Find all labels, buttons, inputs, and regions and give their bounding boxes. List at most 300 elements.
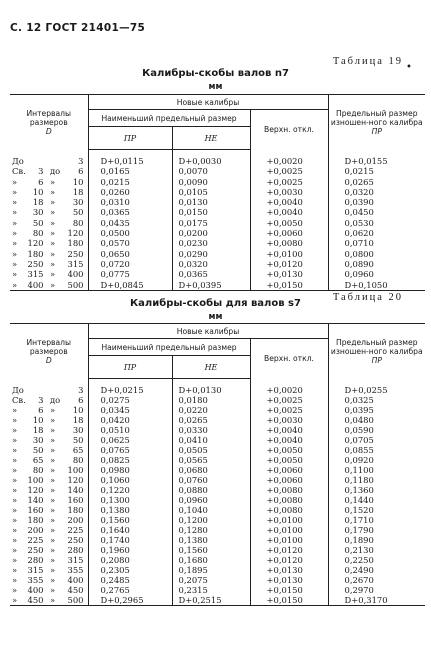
ne-value: D+0,0030 bbox=[172, 156, 250, 166]
interval-prefix: Св. bbox=[12, 395, 26, 405]
interval-from: 30 bbox=[32, 435, 44, 445]
pr-value: 0,0570 bbox=[88, 238, 172, 248]
interval-joiner: » bbox=[50, 475, 56, 485]
interval-joiner: » bbox=[50, 197, 56, 208]
interval-joiner: до bbox=[50, 166, 61, 177]
interval-to: 315 bbox=[67, 555, 84, 565]
interval-prefix: » bbox=[12, 465, 18, 475]
ne-value: 0,0365 bbox=[172, 269, 250, 279]
interval-cell bbox=[10, 280, 88, 291]
interval-cell bbox=[10, 207, 88, 217]
table-row bbox=[10, 545, 425, 555]
interval-from: 140 bbox=[27, 495, 44, 505]
wear-limit-value: 0,2490 bbox=[328, 565, 425, 575]
interval-cell bbox=[10, 535, 88, 545]
wear-limit-value: 0,0620 bbox=[328, 228, 425, 238]
upper-dev-value: +0,0060 bbox=[250, 475, 328, 485]
interval-from: 315 bbox=[27, 269, 44, 280]
interval-prefix: Св. bbox=[12, 166, 26, 177]
wear-limit-value: 0,1440 bbox=[328, 495, 425, 505]
pr-value: 0,0510 bbox=[88, 425, 172, 435]
wear-limit-value: 0,1180 bbox=[328, 475, 425, 485]
ne-value: 0,1560 bbox=[172, 545, 250, 555]
pr-value: 0,0275 bbox=[88, 395, 172, 405]
interval-joiner: » bbox=[50, 485, 56, 495]
table-row bbox=[10, 269, 425, 279]
pr-value: 0,0625 bbox=[88, 435, 172, 445]
wear-limit-value: 0,0710 bbox=[328, 238, 425, 248]
table-row bbox=[10, 445, 425, 455]
interval-cell bbox=[10, 238, 88, 248]
interval-joiner: » bbox=[50, 575, 56, 585]
ne-value: 0,0150 bbox=[172, 207, 250, 217]
interval-prefix: » bbox=[12, 217, 18, 228]
pr-value: 0,0765 bbox=[88, 445, 172, 455]
pr-value: D+0,0215 bbox=[88, 385, 172, 395]
interval-prefix: » bbox=[12, 595, 18, 605]
pr-value: 0,1380 bbox=[88, 505, 172, 515]
interval-from: 250 bbox=[27, 545, 44, 555]
table-20-label: Таблица 20 bbox=[332, 292, 403, 303]
wear-limit-value: 0,0325 bbox=[328, 395, 425, 405]
interval-joiner: » bbox=[50, 217, 56, 228]
interval-prefix: » bbox=[12, 248, 18, 259]
interval-joiner: » bbox=[50, 535, 56, 545]
table-20-unit: мм bbox=[208, 312, 223, 322]
interval-cell bbox=[10, 505, 88, 515]
header-wear-limit: Предельный размер изношен-ного калибра ПР bbox=[328, 324, 425, 379]
pr-value: 0,0500 bbox=[88, 228, 172, 238]
interval-from: 315 bbox=[27, 565, 44, 575]
interval-cell bbox=[10, 525, 88, 535]
interval-from: 65 bbox=[32, 455, 44, 465]
interval-cell bbox=[10, 465, 88, 475]
table-row bbox=[10, 555, 425, 565]
pr-value: 0,0650 bbox=[88, 249, 172, 259]
upper-dev-value: +0,0025 bbox=[250, 405, 328, 415]
pr-value: 0,0720 bbox=[88, 259, 172, 269]
pr-value: 0,2765 bbox=[88, 585, 172, 595]
ne-value: 0,0070 bbox=[172, 166, 250, 176]
interval-to: 50 bbox=[72, 207, 84, 218]
interval-to: 30 bbox=[72, 425, 84, 435]
wear-limit-value: 0,0920 bbox=[328, 455, 425, 465]
interval-to: 18 bbox=[72, 186, 84, 197]
wear-limit-value: D+0,0155 bbox=[328, 156, 425, 166]
interval-prefix: » bbox=[12, 525, 18, 535]
interval-to: 355 bbox=[67, 565, 84, 575]
ne-value: 0,0180 bbox=[172, 395, 250, 405]
interval-prefix: » bbox=[12, 455, 18, 465]
pr-value: 0,0980 bbox=[88, 465, 172, 475]
header-ne: НЕ bbox=[172, 356, 250, 379]
pr-value: 0,0345 bbox=[88, 405, 172, 415]
table-row bbox=[10, 465, 425, 475]
interval-to: 500 bbox=[67, 279, 84, 290]
interval-to: 180 bbox=[67, 505, 84, 515]
table-row bbox=[10, 435, 425, 445]
ne-value: D+0,2515 bbox=[172, 595, 250, 606]
interval-joiner: » bbox=[50, 415, 56, 425]
wear-limit-value: 0,0395 bbox=[328, 405, 425, 415]
upper-dev-value: +0,0030 bbox=[250, 187, 328, 197]
interval-joiner: до bbox=[50, 395, 61, 405]
pr-value: D+0,2965 bbox=[88, 595, 172, 606]
interval-prefix: » bbox=[12, 186, 18, 197]
interval-joiner: » bbox=[50, 495, 56, 505]
ne-value: 0,0200 bbox=[172, 228, 250, 238]
interval-from: 3 bbox=[38, 395, 44, 405]
interval-cell bbox=[10, 197, 88, 207]
interval-from: 3 bbox=[38, 166, 44, 177]
pr-value: 0,0775 bbox=[88, 269, 172, 279]
table-row bbox=[10, 475, 425, 485]
interval-to: 10 bbox=[72, 405, 84, 415]
table-19 bbox=[10, 94, 425, 291]
ne-value: 0,0105 bbox=[172, 187, 250, 197]
interval-joiner: » bbox=[50, 595, 56, 605]
wear-limit-value: 0,0480 bbox=[328, 415, 425, 425]
upper-dev-value: +0,0150 bbox=[250, 280, 328, 291]
interval-joiner: » bbox=[50, 207, 56, 218]
interval-prefix: » bbox=[12, 585, 18, 595]
table-row bbox=[10, 177, 425, 187]
interval-joiner: » bbox=[50, 455, 56, 465]
interval-cell bbox=[10, 445, 88, 455]
interval-from: 225 bbox=[27, 535, 44, 545]
wear-limit-value: 0,0450 bbox=[328, 207, 425, 217]
interval-to: 100 bbox=[67, 465, 84, 475]
header-upper-dev: Верхн. откл. bbox=[250, 339, 328, 379]
interval-prefix: » bbox=[12, 485, 18, 495]
interval-to: 180 bbox=[67, 238, 84, 249]
interval-prefix: » bbox=[12, 535, 18, 545]
interval-joiner: » bbox=[50, 545, 56, 555]
table-row bbox=[10, 595, 425, 606]
table-19-unit: мм bbox=[208, 82, 223, 92]
interval-from: 180 bbox=[27, 515, 44, 525]
interval-prefix: » bbox=[12, 475, 18, 485]
interval-prefix: » bbox=[12, 258, 18, 269]
interval-joiner: » bbox=[50, 425, 56, 435]
pr-value: 0,1220 bbox=[88, 485, 172, 495]
interval-cell bbox=[10, 156, 88, 166]
interval-cell bbox=[10, 405, 88, 415]
ne-value: 0,0505 bbox=[172, 445, 250, 455]
table-row bbox=[10, 166, 425, 176]
interval-cell bbox=[10, 259, 88, 269]
ne-value: 0,0880 bbox=[172, 485, 250, 495]
upper-dev-value: +0,0050 bbox=[250, 455, 328, 465]
interval-joiner: » bbox=[50, 258, 56, 269]
interval-to: 250 bbox=[67, 248, 84, 259]
upper-dev-value: +0,0040 bbox=[250, 435, 328, 445]
interval-cell bbox=[10, 395, 88, 405]
upper-dev-value: +0,0100 bbox=[250, 525, 328, 535]
interval-to: 80 bbox=[72, 455, 84, 465]
upper-dev-value: +0,0020 bbox=[250, 385, 328, 395]
table-row bbox=[10, 405, 425, 415]
upper-dev-value: +0,0050 bbox=[250, 445, 328, 455]
ne-value: 0,0330 bbox=[172, 425, 250, 435]
ne-value: 0,0230 bbox=[172, 238, 250, 248]
interval-cell bbox=[10, 565, 88, 575]
interval-from: 30 bbox=[32, 207, 44, 218]
ne-value: 0,0130 bbox=[172, 197, 250, 207]
wear-limit-value: 0,0390 bbox=[328, 197, 425, 207]
interval-from: 180 bbox=[27, 248, 44, 259]
upper-dev-value: +0,0040 bbox=[250, 197, 328, 207]
table-row bbox=[10, 385, 425, 395]
interval-to: 140 bbox=[67, 485, 84, 495]
table-row bbox=[10, 535, 425, 545]
interval-cell bbox=[10, 425, 88, 435]
interval-from: 100 bbox=[27, 475, 44, 485]
wear-limit-value: 0,0265 bbox=[328, 177, 425, 187]
upper-dev-value: +0,0150 bbox=[250, 585, 328, 595]
ne-value: 0,1280 bbox=[172, 525, 250, 535]
ne-value: 0,2075 bbox=[172, 575, 250, 585]
pr-value: 0,1640 bbox=[88, 525, 172, 535]
table-row bbox=[10, 280, 425, 291]
interval-prefix: » bbox=[12, 425, 18, 435]
interval-to: 400 bbox=[67, 269, 84, 280]
upper-dev-value: +0,0100 bbox=[250, 249, 328, 259]
table-row bbox=[10, 228, 425, 238]
interval-to: 250 bbox=[67, 535, 84, 545]
ne-value: 0,0565 bbox=[172, 455, 250, 465]
pr-value: 0,1300 bbox=[88, 495, 172, 505]
pr-value: 0,0165 bbox=[88, 166, 172, 176]
pr-value: 0,0435 bbox=[88, 218, 172, 228]
table-20-title: Калибры-скобы для валов s7 bbox=[130, 298, 301, 309]
interval-from: 50 bbox=[32, 445, 44, 455]
interval-cell bbox=[10, 555, 88, 565]
wear-limit-value: 0,2670 bbox=[328, 575, 425, 585]
interval-prefix: » bbox=[12, 545, 18, 555]
pr-value: 0,2485 bbox=[88, 575, 172, 585]
ne-value: 0,0265 bbox=[172, 415, 250, 425]
upper-dev-value: +0,0050 bbox=[250, 218, 328, 228]
table-row bbox=[10, 585, 425, 595]
header-wear-limit: Предельный размер изношен-ного калибра ПР bbox=[328, 95, 425, 150]
upper-dev-value: +0,0040 bbox=[250, 425, 328, 435]
wear-limit-value: 0,1100 bbox=[328, 465, 425, 475]
ne-value: 0,0220 bbox=[172, 405, 250, 415]
interval-prefix: » bbox=[12, 505, 18, 515]
table-row bbox=[10, 156, 425, 166]
interval-to: 65 bbox=[72, 445, 84, 455]
pr-value: 0,1740 bbox=[88, 535, 172, 545]
interval-to: 80 bbox=[72, 217, 84, 228]
ne-value: 0,1200 bbox=[172, 515, 250, 525]
interval-to: 6 bbox=[78, 166, 84, 177]
wear-limit-value: D+0,0255 bbox=[328, 385, 425, 395]
interval-prefix: До bbox=[12, 385, 24, 395]
table-row bbox=[10, 575, 425, 585]
ne-value: 0,0090 bbox=[172, 177, 250, 187]
pr-value: 0,0420 bbox=[88, 415, 172, 425]
table-19-body bbox=[10, 150, 425, 291]
interval-prefix: » bbox=[12, 279, 18, 290]
ne-value: 0,1380 bbox=[172, 535, 250, 545]
wear-limit-value: 0,1710 bbox=[328, 515, 425, 525]
upper-dev-value: +0,0120 bbox=[250, 545, 328, 555]
interval-cell bbox=[10, 545, 88, 555]
interval-joiner: » bbox=[50, 269, 56, 280]
interval-from: 280 bbox=[27, 555, 44, 565]
upper-dev-value: +0,0080 bbox=[250, 505, 328, 515]
table-row bbox=[10, 249, 425, 259]
margin-mark: • bbox=[406, 62, 412, 73]
interval-from: 80 bbox=[32, 465, 44, 475]
wear-limit-value: 0,1890 bbox=[328, 535, 425, 545]
table-row bbox=[10, 455, 425, 465]
upper-dev-value: +0,0025 bbox=[250, 395, 328, 405]
interval-from: 6 bbox=[38, 405, 44, 415]
header-pr: ПР bbox=[88, 356, 172, 379]
interval-joiner: » bbox=[50, 238, 56, 249]
upper-dev-value: +0,0120 bbox=[250, 555, 328, 565]
pr-value: 0,2080 bbox=[88, 555, 172, 565]
interval-prefix: » bbox=[12, 565, 18, 575]
interval-cell bbox=[10, 495, 88, 505]
interval-from: 18 bbox=[32, 425, 44, 435]
interval-prefix: » bbox=[12, 197, 18, 208]
interval-from: 120 bbox=[27, 485, 44, 495]
wear-limit-value: 0,0800 bbox=[328, 249, 425, 259]
pr-value: 0,0825 bbox=[88, 455, 172, 465]
table-row bbox=[10, 415, 425, 425]
interval-joiner: » bbox=[50, 555, 56, 565]
pr-value: 0,0365 bbox=[88, 207, 172, 217]
table-row bbox=[10, 485, 425, 495]
interval-from: 450 bbox=[27, 595, 44, 605]
table-row bbox=[10, 207, 425, 217]
wear-limit-value: 0,0705 bbox=[328, 435, 425, 445]
wear-limit-value: D+0,1050 bbox=[328, 280, 425, 291]
table-19-title: Калибры-скобы валов n7 bbox=[142, 68, 289, 79]
table-row bbox=[10, 197, 425, 207]
table-row bbox=[10, 238, 425, 248]
interval-to: 280 bbox=[67, 545, 84, 555]
interval-to: 160 bbox=[67, 495, 84, 505]
wear-limit-value: 0,1790 bbox=[328, 525, 425, 535]
table-20-body bbox=[10, 379, 425, 606]
interval-cell bbox=[10, 249, 88, 259]
wear-limit-value: 0,0855 bbox=[328, 445, 425, 455]
upper-dev-value: +0,0040 bbox=[250, 207, 328, 217]
table-20 bbox=[10, 323, 425, 606]
ne-value: 0,0760 bbox=[172, 475, 250, 485]
pr-value: D+0,0845 bbox=[88, 280, 172, 291]
interval-from: 200 bbox=[27, 525, 44, 535]
ne-value: 0,2315 bbox=[172, 585, 250, 595]
interval-cell bbox=[10, 385, 88, 395]
interval-to: 315 bbox=[67, 258, 84, 269]
ne-value: 0,0290 bbox=[172, 249, 250, 259]
wear-limit-value: 0,2130 bbox=[328, 545, 425, 555]
ne-value: 0,1895 bbox=[172, 565, 250, 575]
ne-value: 0,1040 bbox=[172, 505, 250, 515]
upper-dev-value: +0,0080 bbox=[250, 495, 328, 505]
interval-to: 400 bbox=[67, 575, 84, 585]
interval-joiner: » bbox=[50, 176, 56, 187]
wear-limit-value: 0,0960 bbox=[328, 269, 425, 279]
interval-joiner: » bbox=[50, 465, 56, 475]
interval-joiner: » bbox=[50, 505, 56, 515]
interval-prefix: » bbox=[12, 445, 18, 455]
upper-dev-value: +0,0080 bbox=[250, 238, 328, 248]
interval-joiner: » bbox=[50, 405, 56, 415]
interval-joiner: » bbox=[50, 248, 56, 259]
interval-cell bbox=[10, 415, 88, 425]
wear-limit-value: 0,0890 bbox=[328, 259, 425, 269]
upper-dev-value: +0,0100 bbox=[250, 535, 328, 545]
pr-value: D+0,0115 bbox=[88, 156, 172, 166]
interval-joiner: » bbox=[50, 445, 56, 455]
upper-dev-value: +0,0030 bbox=[250, 415, 328, 425]
interval-cell bbox=[10, 218, 88, 228]
table-row bbox=[10, 187, 425, 197]
interval-from: 120 bbox=[27, 238, 44, 249]
interval-cell bbox=[10, 575, 88, 585]
upper-dev-value: +0,0025 bbox=[250, 177, 328, 187]
interval-from: 10 bbox=[32, 186, 44, 197]
interval-joiner: » bbox=[50, 585, 56, 595]
interval-cell bbox=[10, 515, 88, 525]
interval-prefix: » bbox=[12, 515, 18, 525]
header-new-calibers: Новые калибры bbox=[88, 95, 328, 110]
wear-limit-value: 0,1360 bbox=[328, 485, 425, 495]
header-ne: НЕ bbox=[172, 127, 250, 150]
interval-to: 200 bbox=[67, 515, 84, 525]
interval-cell bbox=[10, 475, 88, 485]
header-smallest-limit: Наименьший предельный размер bbox=[88, 339, 250, 356]
interval-cell bbox=[10, 177, 88, 187]
upper-dev-value: +0,0120 bbox=[250, 259, 328, 269]
interval-cell bbox=[10, 585, 88, 595]
table-row bbox=[10, 259, 425, 269]
interval-cell bbox=[10, 166, 88, 176]
table-row bbox=[10, 565, 425, 575]
ne-value: 0,0960 bbox=[172, 495, 250, 505]
interval-to: 120 bbox=[67, 228, 84, 239]
interval-from: 250 bbox=[27, 258, 44, 269]
table-row bbox=[10, 395, 425, 405]
interval-prefix: » bbox=[12, 435, 18, 445]
wear-limit-value: 0,0320 bbox=[328, 187, 425, 197]
pr-value: 0,2305 bbox=[88, 565, 172, 575]
header-intervals: Интервалы размеров D bbox=[26, 108, 72, 136]
header-upper-dev: Верхн. откл. bbox=[250, 110, 328, 150]
table-row bbox=[10, 218, 425, 228]
upper-dev-value: +0,0020 bbox=[250, 156, 328, 166]
wear-limit-value: 0,0530 bbox=[328, 218, 425, 228]
header-smallest-limit: Наименьший предельный размер bbox=[88, 110, 250, 127]
wear-limit-value: 0,2250 bbox=[328, 555, 425, 565]
interval-joiner: » bbox=[50, 279, 56, 290]
interval-cell bbox=[10, 485, 88, 495]
interval-prefix: » bbox=[12, 495, 18, 505]
interval-from: 50 bbox=[32, 217, 44, 228]
interval-cell bbox=[10, 269, 88, 279]
interval-to: 10 bbox=[72, 176, 84, 187]
interval-prefix: » bbox=[12, 176, 18, 187]
table-row bbox=[10, 525, 425, 535]
interval-from: 400 bbox=[27, 585, 44, 595]
ne-value: 0,0680 bbox=[172, 465, 250, 475]
